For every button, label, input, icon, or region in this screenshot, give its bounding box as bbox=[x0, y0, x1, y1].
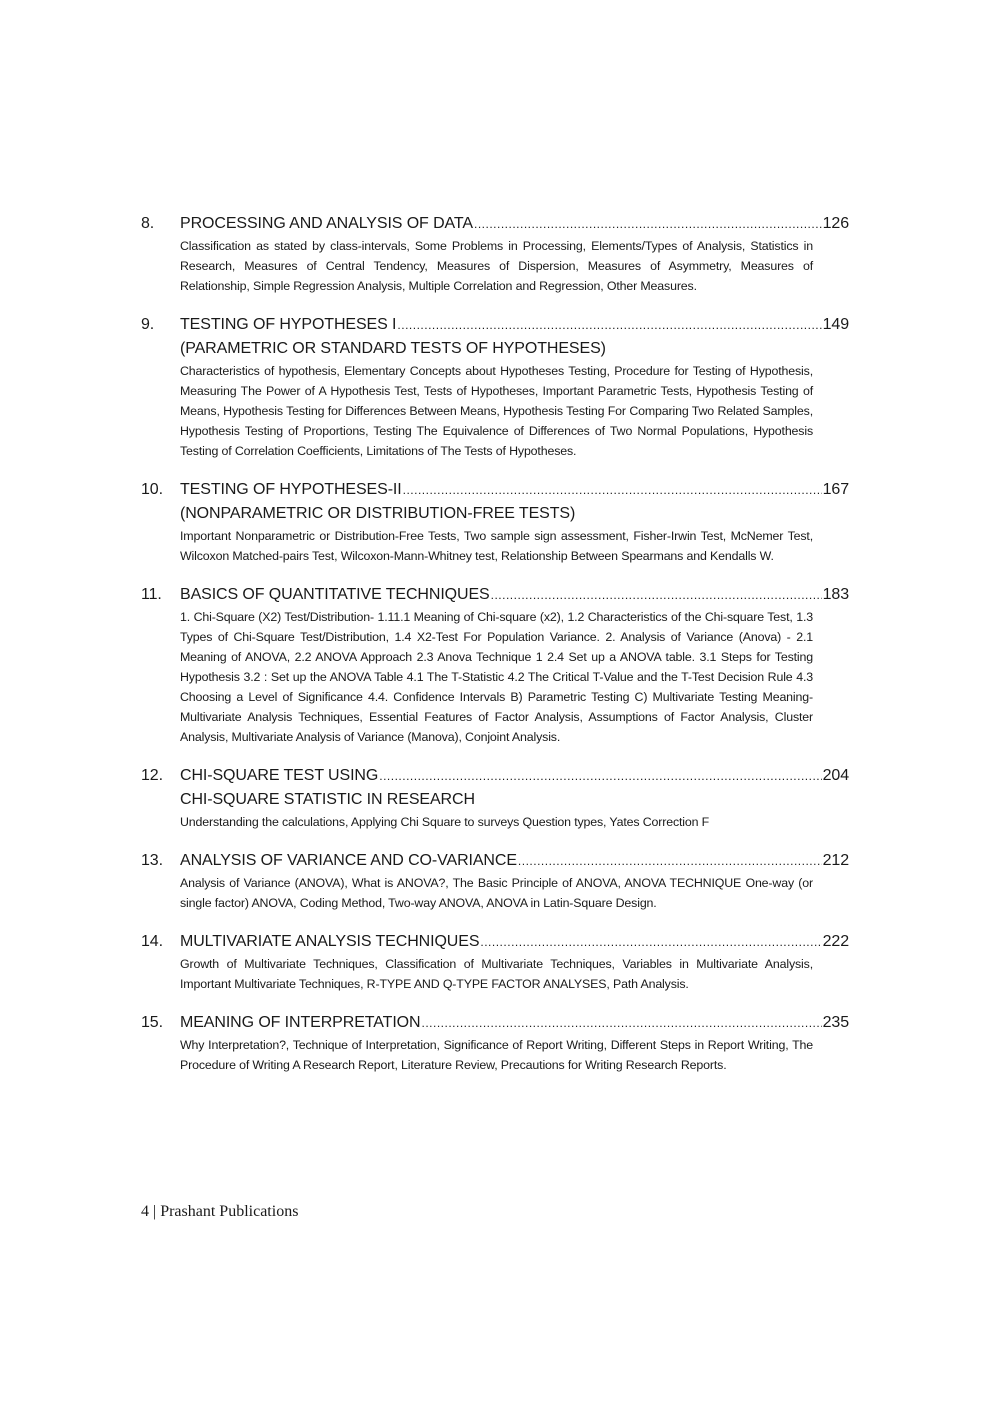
toc-entry-description: Understanding the calculations, Applying Chi Square to surveys Question types, Yates Correction F bbox=[180, 815, 710, 829]
dot-leader bbox=[474, 212, 822, 236]
dot-leader bbox=[379, 764, 821, 788]
toc-entry bbox=[141, 583, 849, 747]
toc-entry bbox=[141, 764, 849, 832]
toc-entry-header bbox=[141, 212, 849, 236]
toc-entry-number: 9. bbox=[141, 316, 155, 333]
toc-entry-title: TESTING OF HYPOTHESES I bbox=[180, 316, 397, 333]
toc-entry bbox=[141, 849, 849, 913]
toc-entry-description: Classification as stated by class-intervals, Some Problems in Processing, Elements/Types of Analysis, Statistics in Research, Measures of Central Tendency, Measures of Dispersion, Measures of Asymmetry, Measures of Relationship, Simple Regression Analysis, Multiple Correlation and Regression, Other Measures. bbox=[180, 239, 813, 293]
toc-entry-description: Characteristics of hypothesis, Elementary Concepts about Hypotheses Testing, Procedure for Testing of Hypothesis, Measuring The Power of A Hypothesis Test, Tests of Hypotheses, Important Parametric Tests, Hypothesis Testing of Means, Hypothesis Testing for Differences Between Means, Hypothesis Testing For Comparing Two Related Samples, Hypothesis Testing of Proportions, Testing The Equivalence of Differences of Two Normal Populations, Hypothesis Testing of Correlation Coefficients, Limitations of The Tests of Hypotheses. bbox=[180, 364, 813, 458]
toc-entry-page: 167 bbox=[822, 481, 849, 498]
toc-entry-header bbox=[141, 849, 849, 873]
toc-entry-number: 11. bbox=[141, 586, 162, 603]
dot-leader bbox=[518, 849, 822, 873]
toc-entry-page: 235 bbox=[822, 1014, 849, 1031]
toc-entry bbox=[141, 930, 849, 994]
toc-entry-title: TESTING OF HYPOTHESES-II bbox=[180, 481, 402, 498]
toc-entry-header bbox=[141, 930, 849, 954]
toc-entry-page: 222 bbox=[822, 933, 849, 950]
toc-entry-description: 1. Chi-Square (X2) Test/Distribution- 1.11.1 Meaning of Chi-square (x2), 1.2 Characteristics of the Chi-square Test, 1.3 Types of Chi-Square Test/Distribution, 1.4 X2-Test For Population Variance. 2. Analysis of Variance (Anova) - 2.1 Meaning of ANOVA, 2.2 ANOVA Approach 2.3 Anova Technique 1 2.4 Set up a ANOVA table. 3.1 Steps for Testing Hypothesis 3.2 : Set up the ANOVA Table 4.1 The T-Statistic 4.2 The Critical T-Value and the T-Test Decision Rule 4.3 Choosing a Level of Significance 4.4. Confidence Intervals B) Parametric Testing C) Multivariate Testing Meaning-Multivariate Analysis Techniques, Essential Features of Factor Analysis, Assumptions of Factor Analysis, Cluster Analysis, Multivariate Analysis of Variance (Manova), Conjoint Analysis. bbox=[180, 610, 813, 744]
toc-entry bbox=[141, 313, 849, 461]
dot-leader bbox=[491, 583, 822, 607]
page-footer: 4 | Prashant Publications bbox=[141, 1203, 299, 1220]
toc-entry-header bbox=[141, 1011, 849, 1035]
toc-entry-page: 149 bbox=[822, 316, 849, 333]
toc-entry-number: 10. bbox=[141, 481, 163, 498]
toc-entry-title: ANALYSIS OF VARIANCE AND CO-VARIANCE bbox=[180, 852, 517, 869]
dot-leader bbox=[397, 313, 821, 337]
toc-entry-page: 204 bbox=[822, 767, 849, 784]
toc-entry-number: 13. bbox=[141, 852, 163, 869]
toc-entry-title: CHI-SQUARE TEST USING bbox=[180, 767, 379, 784]
toc-entry-title: MEANING OF INTERPRETATION bbox=[180, 1014, 421, 1031]
table-of-contents bbox=[141, 212, 849, 1092]
toc-entry-description: Important Nonparametric or Distribution-Free Tests, Two sample sign assessment, Fisher-Irwin Test, McNemer Test, Wilcoxon Matched-pairs Test, Wilcoxon-Mann-Whitney test, Relationship Between Spearmans and Kendalls W. bbox=[180, 529, 813, 563]
toc-entry-page: 126 bbox=[822, 215, 849, 232]
dot-leader bbox=[403, 478, 822, 502]
toc-entry-description: Analysis of Variance (ANOVA), What is ANOVA?, The Basic Principle of ANOVA, ANOVA TECHNIQUE One-way (or single factor) ANOVA, Coding Method, Two-way ANOVA, ANOVA in Latin-Square Design. bbox=[180, 876, 813, 910]
toc-entry-subtitle: (PARAMETRIC OR STANDARD TESTS OF HYPOTHESES) bbox=[180, 340, 606, 357]
toc-entry-header bbox=[141, 583, 849, 607]
toc-entry-header bbox=[141, 478, 849, 502]
toc-entry-description: Why Interpretation?, Technique of Interpretation, Significance of Report Writing, Different Steps in Report Writing, The Procedure of Writing A Research Report, Literature Review, Precautions for Writing Research Reports. bbox=[180, 1038, 813, 1072]
toc-entry-subtitle: (NONPARAMETRIC OR DISTRIBUTION-FREE TESTS) bbox=[180, 505, 576, 522]
toc-entry-number: 8. bbox=[141, 215, 155, 232]
toc-entry-title: PROCESSING AND ANALYSIS OF DATA bbox=[180, 215, 473, 232]
toc-entry bbox=[141, 1011, 849, 1075]
toc-entry-number: 15. bbox=[141, 1014, 163, 1031]
toc-entry-subtitle: CHI-SQUARE STATISTIC IN RESEARCH bbox=[180, 791, 475, 808]
toc-entry-page: 183 bbox=[822, 586, 849, 603]
dot-leader bbox=[421, 1011, 821, 1035]
toc-entry-title: BASICS OF QUANTITATIVE TECHNIQUES bbox=[180, 586, 490, 603]
toc-entry bbox=[141, 478, 849, 566]
toc-entry-page: 212 bbox=[822, 852, 849, 869]
toc-entry bbox=[141, 212, 849, 296]
toc-entry-number: 12. bbox=[141, 767, 163, 784]
toc-entry-header bbox=[141, 764, 849, 788]
toc-entry-description: Growth of Multivariate Techniques, Classification of Multivariate Techniques, Variables in Multivariate Analysis, Important Multivariate Techniques, R-TYPE AND Q-TYPE FACTOR ANALYSES, Path Analysis. bbox=[180, 957, 813, 991]
toc-entry-title: MULTIVARIATE ANALYSIS TECHNIQUES bbox=[180, 933, 480, 950]
toc-entry-number: 14. bbox=[141, 933, 163, 950]
dot-leader bbox=[480, 930, 821, 954]
toc-entry-header bbox=[141, 313, 849, 337]
